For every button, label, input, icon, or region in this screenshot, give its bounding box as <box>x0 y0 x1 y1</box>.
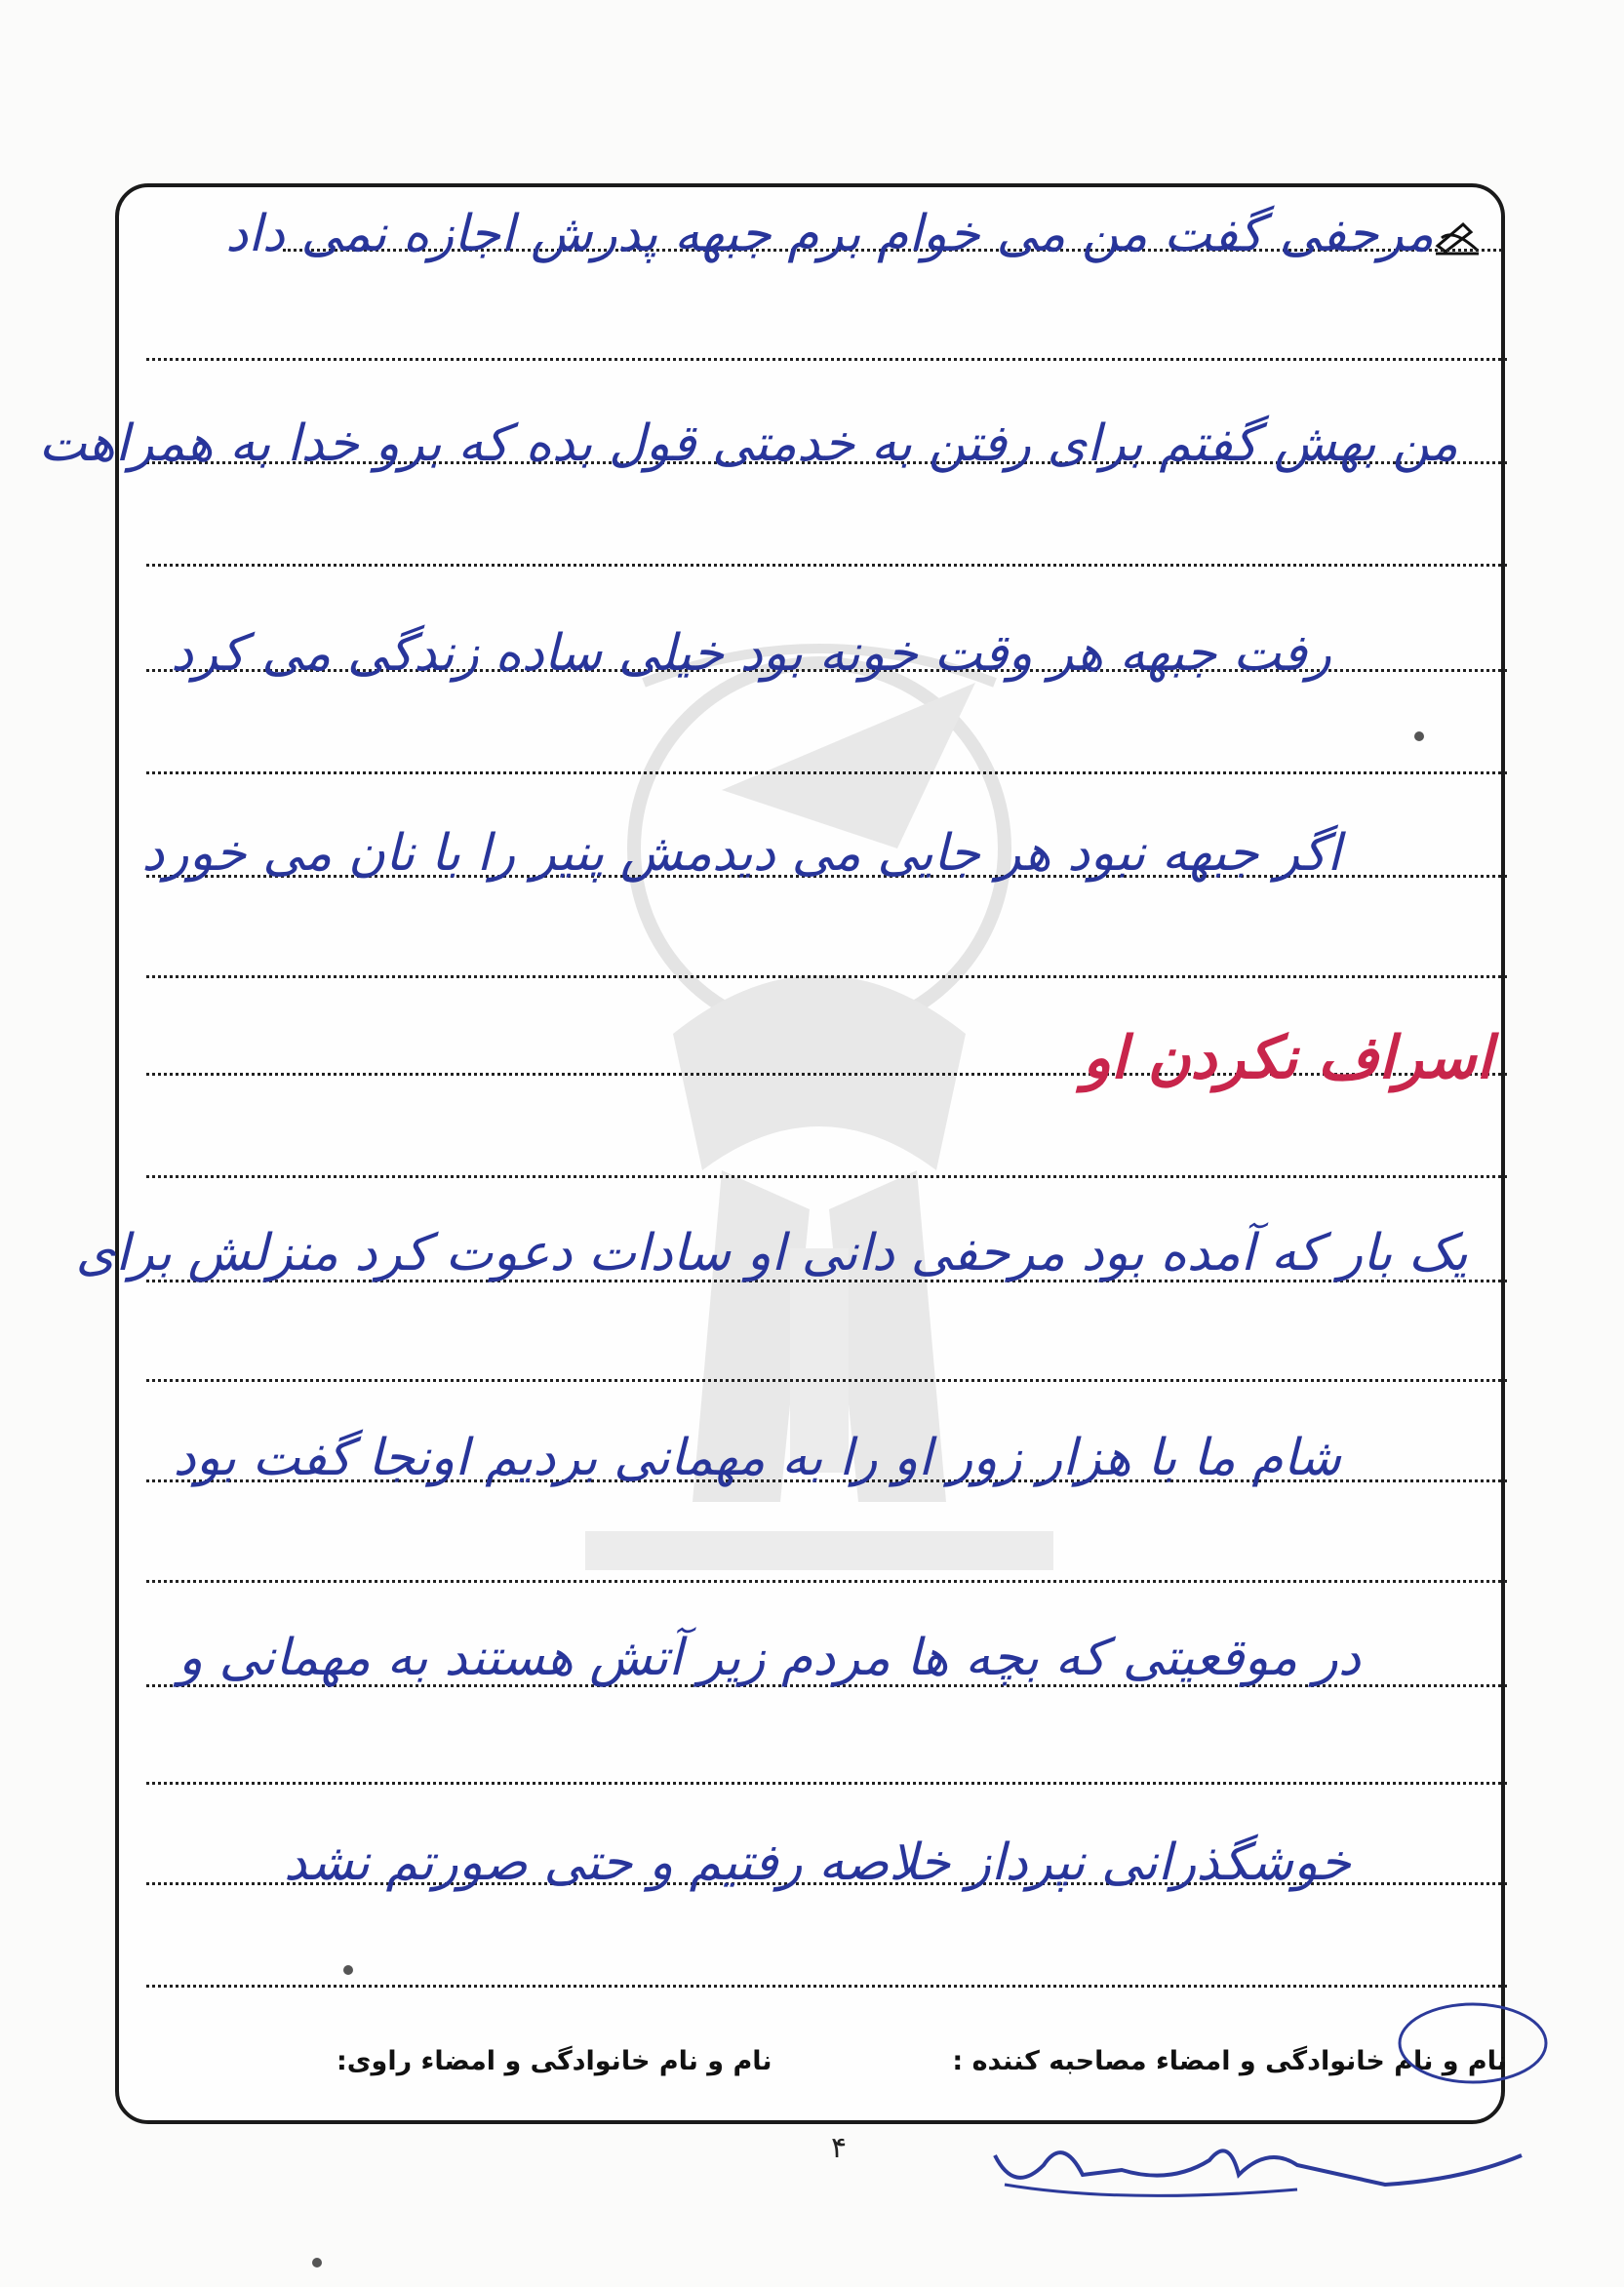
writing-line <box>146 771 1507 774</box>
scan-speck <box>312 2258 322 2267</box>
scan-speck <box>343 1965 353 1975</box>
handwritten-heading: اسراف نکردن او <box>1082 1024 1492 1092</box>
signature-oval-icon <box>1395 1994 1551 2092</box>
writing-line <box>146 564 1507 567</box>
handwritten-line: خوشگذرانی نپرداز خلاصه رفتیم و حتی صورتم نشد <box>283 1834 1351 1892</box>
handwritten-line: مرحفی گفت من می خوام برم جبهه پدرش اجازه نمی داد <box>225 205 1434 263</box>
handwritten-line: شام ما با هزار زور او را به مهمانی بردیم اونجا گفت بود <box>173 1429 1341 1487</box>
writing-line <box>146 1985 1507 1988</box>
interviewer-signature-label: نام و نام خانوادگی و امضاء مصاحبه کننده : <box>952 2046 1507 2076</box>
handwritten-line: من بهش گفتم برای رفتن به خدمتی قول بده که برو خدا به همراهت <box>38 414 1458 473</box>
writing-line <box>146 1175 1507 1178</box>
writing-line <box>146 1580 1507 1583</box>
writing-line <box>146 1782 1507 1785</box>
handwritten-line: یک بار که آمده بود مرحفی دانی او سادات دعوت کرد منزلش برای <box>75 1224 1468 1282</box>
writing-line <box>146 1379 1507 1382</box>
handwritten-line: رفت جبهه هر وقت خونه بود خیلی ساده زندگی می کرد <box>171 624 1331 683</box>
writing-line <box>146 975 1507 978</box>
page-number: ۴ <box>830 2131 848 2165</box>
handwritten-line: در موقعیتی که بچه ها مردم زیر آتش هستند به مهمانی و <box>178 1629 1361 1687</box>
narrator-signature-label: نام و نام خانوادگی و امضاء راوی: <box>337 2046 772 2076</box>
handwritten-signature-icon <box>975 2116 1561 2214</box>
handwritten-line: اگر جبهه نبود هر جایی می دیدمش پنیر را با نان می خورد <box>141 824 1341 883</box>
writing-line <box>146 358 1507 361</box>
scan-speck <box>1414 731 1424 741</box>
